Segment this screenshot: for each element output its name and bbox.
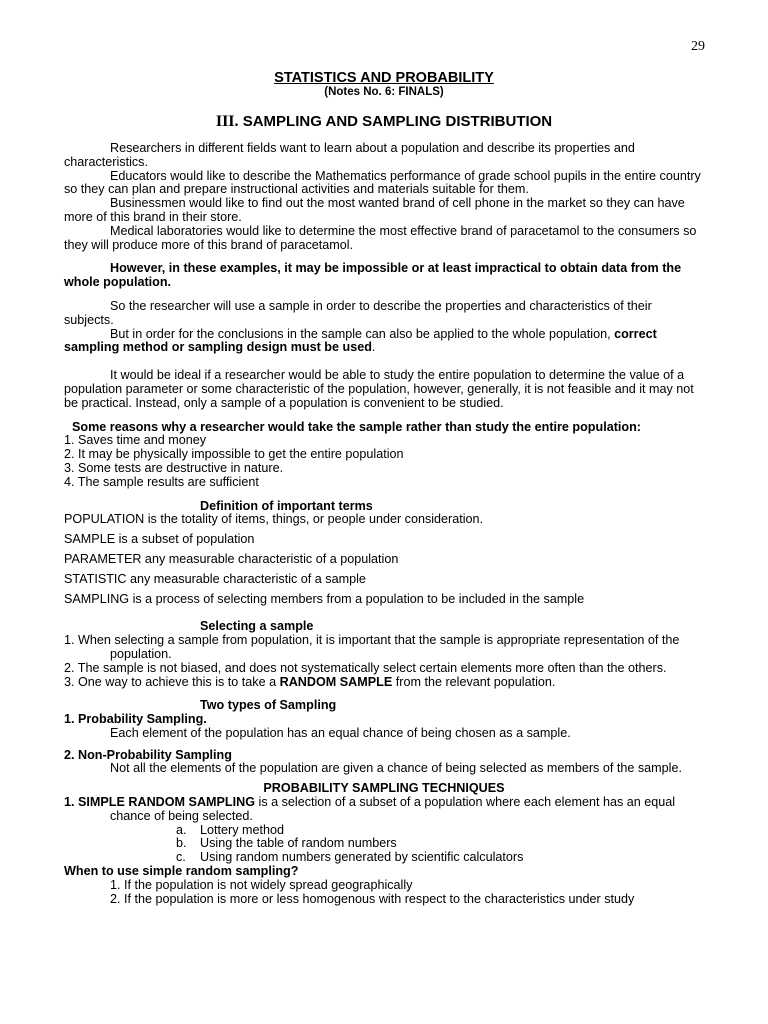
definitions-heading: Definition of important terms (200, 498, 373, 513)
definition-item: STATISTIC any measurable characteristic of a sample (64, 571, 366, 586)
reasons-heading: Some reasons why a researcher would take the sample rather than study the entire population: (72, 419, 641, 434)
conclusion-bold: correct sampling method or sampling design must be used (64, 326, 657, 355)
probability-sampling-text: Each element of the population has an equal chance of being chosen as a sample. (110, 725, 571, 740)
method-letter: a. (176, 822, 187, 837)
method-letter: c. (176, 850, 186, 865)
conclusion-text: But in order for the conclusions in the sample can also be applied to the whole population, (110, 326, 611, 341)
section-title: SAMPLING AND SAMPLING DISTRIBUTION (242, 113, 553, 130)
section-heading (64, 113, 704, 130)
reason-item: 2. It may be physically impossible to get the entire population (64, 447, 404, 462)
selecting-item-text: 1. When selecting a sample from population, it is important that the sample is appropriate representation of the population. (64, 633, 680, 661)
nonprobability-sampling-title: 2. Non-Probability Sampling (64, 747, 232, 762)
when-item: 2. If the population is more or less homogenous with respect to the characteristics under study (110, 891, 635, 906)
method-text: Lottery method (200, 822, 285, 837)
srs-paragraph (64, 796, 704, 824)
intro-paragraph: Medical laboratories would like to determine the most effective brand of paracetamol to the consumers so they will produce more of this brand of paracetamol. (64, 223, 697, 252)
when-item: 1. If the population is not widely spread geographically (110, 877, 413, 892)
document-content (64, 70, 704, 906)
reason-item: 4. The sample results are sufficient (64, 474, 259, 489)
definition-item: POPULATION is the totality of items, things, or people under consideration. (64, 512, 484, 527)
intro-paragraph: Businessmen would like to find out the most wanted brand of cell phone in the market so they can have more of this brand in their store. (64, 196, 685, 224)
method-text: Using random numbers generated by scientific calculators (200, 850, 524, 865)
srs-term: 1. SIMPLE RANDOM SAMPLING (64, 795, 256, 810)
method-letter: b. (176, 836, 187, 851)
intro-paragraph: Educators would like to describe the Mathematics performance of grade school pupils in the entire country so they can plan and prepare instructional activities and materials suitable for them. (64, 168, 701, 197)
random-sample-term: RANDOM SAMPLE (279, 674, 393, 689)
method-item (64, 837, 704, 851)
conclusion-end: . (371, 340, 376, 355)
method-item (64, 851, 704, 865)
definition-item: PARAMETER any measurable characteristic of a population (64, 551, 399, 566)
srs-text: is a selection of a subset of a population where each element has an equal chance of being selected. (110, 795, 676, 823)
selecting-item-text: from the relevant population. (392, 674, 556, 689)
probability-sampling-title: 1. Probability Sampling. (64, 712, 207, 727)
when-heading: When to use simple random sampling? (64, 864, 299, 879)
ideal-paragraph: It would be ideal if a researcher would be able to study the entire population to determine the value of a population parameter or some characteristic of the population, however, generally, it is not feasible and it may not be practical. Instead, only a sample of a population is convenient to be studied. (64, 368, 694, 410)
techniques-heading: PROBABILITY SAMPLING TECHNIQUES (263, 781, 505, 796)
definition-item: SAMPLE is a subset of population (64, 532, 255, 547)
selecting-item (64, 662, 704, 676)
reason-item: 3. Some tests are destructive in nature. (64, 460, 284, 475)
nonprobability-sampling-text: Not all the elements of the population are given a chance of being selected as members of the sample. (110, 761, 682, 776)
selecting-heading: Selecting a sample (200, 619, 314, 634)
method-item (64, 824, 704, 838)
page-number: 29 (691, 39, 705, 54)
reason-item: 1. Saves time and money (64, 433, 207, 448)
intro-paragraph: Researchers in different fields want to learn about a population and describe its properties and characteristics. (64, 141, 635, 169)
however-paragraph: However, in these examples, it may be impossible or at least impractical to obtain data from the whole population. (64, 261, 682, 290)
conclusion-paragraph (64, 328, 704, 356)
section-roman: III. (215, 113, 239, 130)
selecting-item-text: 2. The sample is not biased, and does not systematically select certain elements more often than the others. (64, 660, 667, 675)
method-text: Using the table of random numbers (200, 836, 397, 851)
sample-paragraph: So the researcher will use a sample in order to describe the properties and characteristics of their subjects. (64, 298, 652, 327)
types-heading: Two types of Sampling (200, 698, 337, 713)
selecting-item-text: 3. One way to achieve this is to take a (64, 674, 280, 689)
selecting-item (64, 676, 704, 690)
definition-item: SAMPLING is a process of selecting members from a population to be included in the sample (64, 591, 585, 606)
document-subtitle: (Notes No. 6: FINALS) (324, 86, 444, 98)
document-title: STATISTICS AND PROBABILITY (274, 70, 494, 86)
selecting-item (64, 634, 704, 662)
